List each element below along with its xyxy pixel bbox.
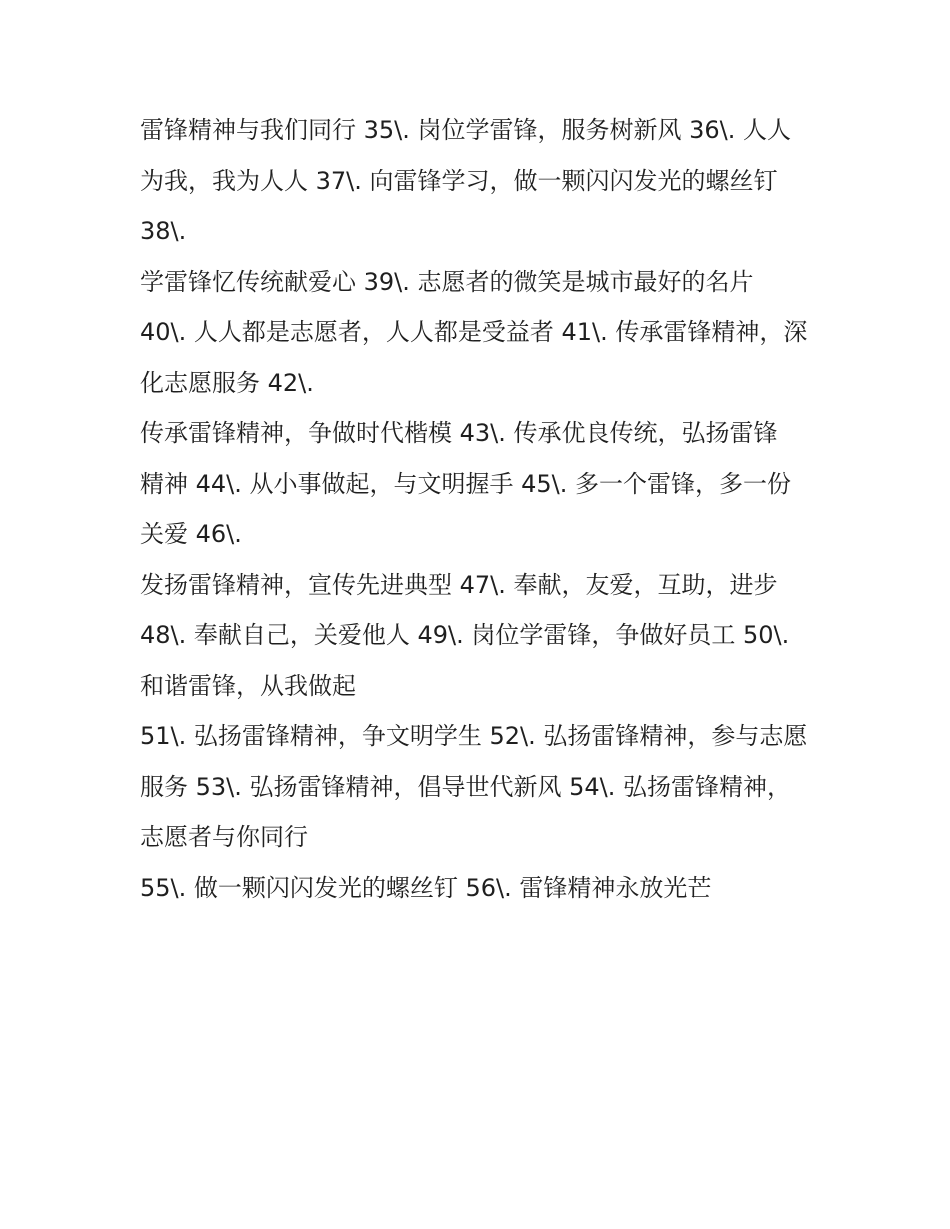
text-line: 精神 44\. 从小事做起，与文明握手 45\. 多一个雷锋，多一份 bbox=[140, 469, 792, 498]
text-line: 化志愿服务 42\. bbox=[140, 368, 314, 397]
text-line: 志愿者与你同行 bbox=[140, 823, 308, 851]
text-line: 发扬雷锋精神，宣传先进典型 47\. 奉献，友爱，互助，进步 bbox=[140, 570, 778, 599]
text-line: 雷锋精神与我们同行 35\. 岗位学雷锋，服务树新风 36\. 人人 bbox=[140, 116, 792, 144]
text-line: 和谐雷锋，从我做起 bbox=[140, 671, 356, 700]
text-line: 学雷锋忆传统献爱心 39\. 志愿者的微笑是城市最好的名片 bbox=[140, 267, 754, 296]
text-line: 服务 53\. 弘扬雷锋精神，倡导世代新风 54\. 弘扬雷锋精神， bbox=[140, 772, 792, 801]
text-line: 关爱 46\. bbox=[140, 520, 242, 548]
text-line: 为我，我为人人 37\. 向雷锋学习，做一颗闪闪发光的螺丝钉 bbox=[140, 166, 778, 195]
text-line: 48\. 奉献自己，关爱他人 49\. 岗位学雷锋，争做好员工 50\. bbox=[140, 621, 790, 649]
text-line: 38\. bbox=[140, 217, 187, 245]
body-text bbox=[140, 105, 830, 913]
text-line: 55\. 做一颗闪闪发光的螺丝钉 56\. 雷锋精神永放光芒 bbox=[140, 873, 712, 902]
text-line: 51\. 弘扬雷锋精神，争文明学生 52\. 弘扬雷锋精神，参与志愿 bbox=[140, 722, 808, 750]
text-line: 40\. 人人都是志愿者，人人都是受益者 41\. 传承雷锋精神，深 bbox=[140, 318, 808, 346]
text-line: 传承雷锋精神，争做时代楷模 43\. 传承优良传统，弘扬雷锋 bbox=[140, 419, 778, 447]
